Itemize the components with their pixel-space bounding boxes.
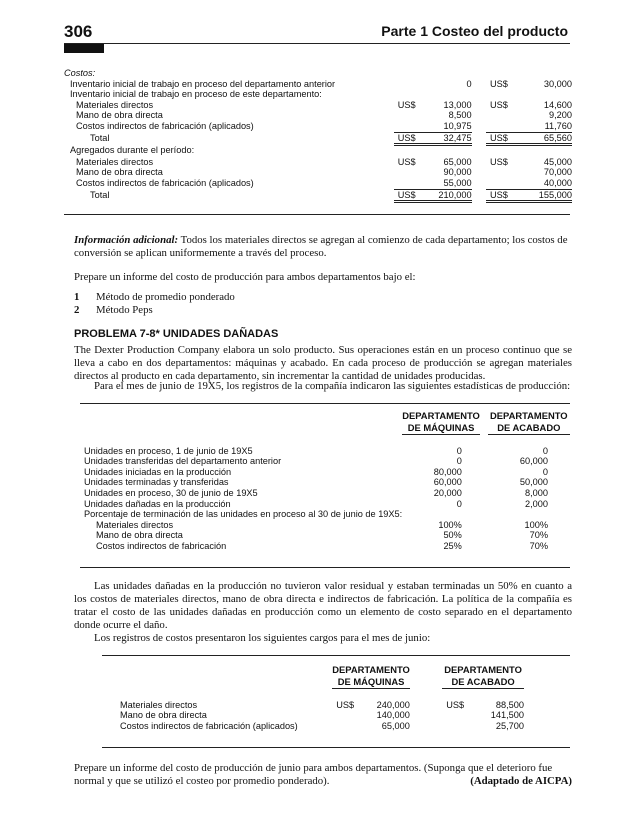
row-label: Inventario inicial de trabajo en proceso del departamento anterior	[70, 78, 336, 89]
table-row	[84, 488, 570, 499]
col-header: DEPARTAMENTO	[332, 664, 410, 675]
table-row	[64, 132, 572, 145]
currency-cell: US$	[397, 156, 416, 167]
table-row	[64, 79, 572, 90]
final-instruction-text: Prepare un informe del costo de producción de junio para ambos departamentos. (Suponga que el deterioro fue normal y que se utilizó el costeo por promedio ponderado).	[74, 762, 553, 787]
additional-info	[74, 234, 572, 260]
currency-cell: US$	[489, 78, 508, 89]
currency-cell	[486, 121, 515, 132]
value-cell: 9,200	[549, 110, 572, 121]
source-note: (Adaptado de AICPA)	[470, 775, 572, 787]
cost-table	[64, 68, 572, 203]
col-header: DEPARTAMENTO	[489, 410, 568, 421]
value-cell: 14,600	[543, 99, 572, 110]
table-row	[120, 721, 524, 732]
value-cell	[422, 145, 471, 157]
currency-cell	[394, 145, 423, 157]
production-stats-table	[84, 410, 570, 552]
currency-cell	[394, 79, 423, 90]
value-cell: 55,000	[422, 178, 471, 189]
charges-table-top-rule	[102, 655, 570, 656]
currency-cell	[486, 178, 515, 189]
row-label: Unidades iniciadas en la producción	[84, 466, 232, 477]
value-cell: 0	[466, 78, 472, 89]
value-cell: 10,975	[422, 121, 471, 132]
col-header: DE MÁQUINAS	[332, 676, 410, 689]
table-row	[64, 167, 572, 178]
spoiled-units-paragraph: Las unidades dañadas en la producción no tuvieron valor residual y estaban terminadas un 50% en cuanto a los costos de materiales directos, mano de obra directa e indirectos de fabricación. La política de la compañía es tratar el costo de las unidades dañadas en producción como un elemento de costo separado en el departamento donde ocurre el daño.	[74, 580, 572, 631]
col-header: DEPARTAMENTO	[402, 410, 480, 421]
cost-table-rule	[64, 214, 570, 215]
value-cell: 240,000	[376, 699, 410, 710]
value-cell: 0	[542, 466, 548, 477]
value-cell: 88,500	[495, 699, 524, 710]
value-cell: 8,500	[448, 110, 472, 121]
value-cell: 0	[456, 498, 462, 509]
value-cell: 2,000	[525, 498, 548, 509]
value-cell: 45,000	[543, 156, 572, 167]
col-header: DE ACABADO	[488, 422, 570, 435]
value-cell: 70%	[529, 530, 548, 541]
currency-cell	[486, 89, 515, 100]
table-row	[84, 541, 570, 552]
row-label: Materiales directos	[76, 99, 154, 110]
value-cell: 90,000	[443, 167, 472, 178]
currency-cell: US$	[394, 189, 423, 202]
value-cell: 65,000	[381, 720, 410, 731]
row-label: Unidades transferidas del departamento anterior	[84, 456, 282, 467]
value-cell: 60,000	[433, 477, 462, 488]
records-paragraph: Los registros de costos presentaron los siguientes cargos para el mes de junio:	[94, 632, 431, 644]
table-row	[120, 700, 524, 711]
currency-cell	[332, 721, 359, 732]
table-row	[84, 446, 570, 457]
table-row	[84, 509, 570, 520]
table-row	[64, 110, 572, 121]
currency-cell	[486, 110, 515, 121]
currency-cell	[442, 710, 468, 721]
row-label: Mano de obra directa	[96, 530, 183, 541]
row-label: Materiales directos	[120, 699, 198, 710]
currency-cell	[394, 68, 423, 79]
value-cell: 70,000	[543, 167, 572, 178]
currency-cell: US$	[394, 132, 423, 145]
row-label: Mano de obra directa	[76, 110, 163, 121]
col-header: DE ACABADO	[442, 676, 524, 689]
row-label: Unidades dañadas en la producción	[84, 498, 231, 509]
value-cell: 155,000	[515, 189, 572, 202]
value-cell: 13,000	[443, 99, 472, 110]
row-label: Inventario inicial de trabajo en proceso de este departamento:	[70, 89, 322, 100]
list-item: 2 Método Peps	[74, 304, 153, 316]
value-cell	[515, 89, 572, 100]
row-label: Unidades en proceso, 30 de junio de 19X5	[84, 487, 258, 498]
value-cell: 25%	[443, 540, 462, 551]
currency-cell: US$	[489, 99, 508, 110]
value-cell: 50,000	[519, 477, 548, 488]
table-row	[64, 100, 572, 111]
value-cell	[488, 509, 570, 520]
currency-cell	[332, 710, 359, 721]
value-cell	[515, 145, 572, 157]
value-cell: 80,000	[433, 466, 462, 477]
row-label: Costos indirectos de fabricación	[96, 540, 227, 551]
row-label: Materiales directos	[76, 156, 154, 167]
value-cell	[422, 89, 471, 100]
row-label: Porcentaje de terminación de las unidades en proceso al 30 de junio de 19X5:	[84, 509, 403, 520]
row-label: Costos indirectos de fabricación (aplicados)	[76, 178, 254, 189]
value-cell: 210,000	[422, 189, 471, 202]
table-row	[64, 157, 572, 168]
table-row	[84, 477, 570, 488]
row-label: Unidades terminadas y transferidas	[84, 477, 229, 488]
final-instruction	[74, 762, 572, 788]
value-cell: 8,000	[525, 487, 548, 498]
row-label: Costos:	[64, 68, 96, 78]
row-label: Mano de obra directa	[76, 167, 163, 178]
table-row	[64, 68, 572, 79]
value-cell	[422, 68, 471, 79]
table-row	[64, 89, 572, 100]
currency-cell	[394, 178, 423, 189]
running-header: Parte 1 Costeo del producto	[381, 23, 568, 39]
charges-table-bottom-rule	[102, 747, 570, 748]
value-cell: 60,000	[519, 456, 548, 467]
value-cell: 20,000	[433, 487, 462, 498]
table-row	[84, 499, 570, 510]
row-label: Materiales directos	[96, 519, 174, 530]
currency-cell	[394, 89, 423, 100]
table-row	[64, 121, 572, 132]
value-cell	[402, 509, 480, 520]
value-cell	[515, 68, 572, 79]
value-cell: 32,475	[422, 132, 471, 145]
table-row	[84, 530, 570, 541]
currency-cell: US$	[489, 156, 508, 167]
prepare-instruction: Prepare un informe del costo de producción para ambos departamentos bajo el:	[74, 271, 416, 283]
col-header: DEPARTAMENTO	[444, 664, 522, 675]
value-cell: 0	[542, 445, 548, 456]
value-cell: 141,500	[490, 710, 524, 721]
stats-table-bottom-rule	[80, 567, 570, 568]
list-item: 1 Método de promedio ponderado	[74, 291, 235, 303]
additional-info-lead: Información adicional:	[74, 234, 179, 246]
value-cell: 40,000	[515, 178, 572, 189]
header-block	[64, 44, 104, 53]
row-label: Agregados durante el período:	[70, 145, 195, 156]
row-label: Total	[90, 133, 110, 144]
table-row	[64, 178, 572, 189]
page-number: 306	[64, 22, 93, 41]
value-cell: 0	[456, 445, 462, 456]
table-row	[84, 456, 570, 467]
currency-cell	[394, 110, 423, 121]
value-cell: 0	[456, 456, 462, 467]
additional-info-text: Todos los materiales directos se agregan al comienzo de cada departamento; los costos de conversión se aplican uniformemente a través del proceso.	[74, 234, 568, 259]
currency-cell: US$	[486, 132, 515, 145]
table-row	[84, 467, 570, 478]
value-cell: 140,000	[376, 710, 410, 721]
value-cell: 100%	[438, 519, 462, 530]
table-row	[64, 145, 572, 157]
value-cell: 100%	[524, 519, 548, 530]
currency-cell: US$	[446, 699, 465, 710]
row-label: Total	[90, 190, 110, 201]
value-cell: 70%	[529, 540, 548, 551]
june-charges-table	[120, 664, 524, 731]
table-row	[64, 189, 572, 202]
row-label: Mano de obra directa	[120, 710, 207, 721]
currency-cell	[486, 68, 515, 79]
june-statement: Para el mes de junio de 19X5, los registros de la compañía indicaron las siguientes estadísticas de producción:	[94, 380, 571, 392]
currency-cell	[394, 121, 423, 132]
currency-cell: US$	[336, 699, 355, 710]
row-label: Costos indirectos de fabricación (aplicados)	[76, 121, 254, 132]
value-cell: 65,560	[515, 132, 572, 145]
problem-title: PROBLEMA 7-8* UNIDADES DAÑADAS	[74, 328, 279, 340]
header-rule	[64, 43, 570, 44]
currency-cell	[442, 721, 468, 732]
value-cell: 30,000	[543, 78, 572, 89]
value-cell: 50%	[443, 530, 462, 541]
currency-cell: US$	[397, 99, 416, 110]
value-cell: 25,700	[495, 720, 524, 731]
row-label: Costos indirectos de fabricación (aplicados)	[120, 720, 298, 731]
method-list	[74, 291, 572, 317]
stats-table-top-rule	[80, 403, 570, 404]
row-label: Unidades en proceso, 1 de junio de 19X5	[84, 445, 253, 456]
currency-cell	[394, 167, 423, 178]
value-cell: 11,760	[515, 121, 572, 132]
currency-cell: US$	[486, 189, 515, 202]
currency-cell	[486, 145, 515, 157]
col-header: DE MÁQUINAS	[402, 422, 480, 435]
table-row	[120, 710, 524, 721]
problem-intro: The Dexter Production Company elabora un solo producto. Sus operaciones están en un proceso continuo que se lleva a cabo en dos departamentos: máquinas y acabado. En cada proceso de producción se agregan materiales directos al producto en cada departamento, sin incrementar la cantidad de unidades producidas.	[74, 344, 572, 382]
value-cell: 65,000	[443, 156, 472, 167]
currency-cell	[486, 167, 515, 178]
table-row	[84, 520, 570, 531]
